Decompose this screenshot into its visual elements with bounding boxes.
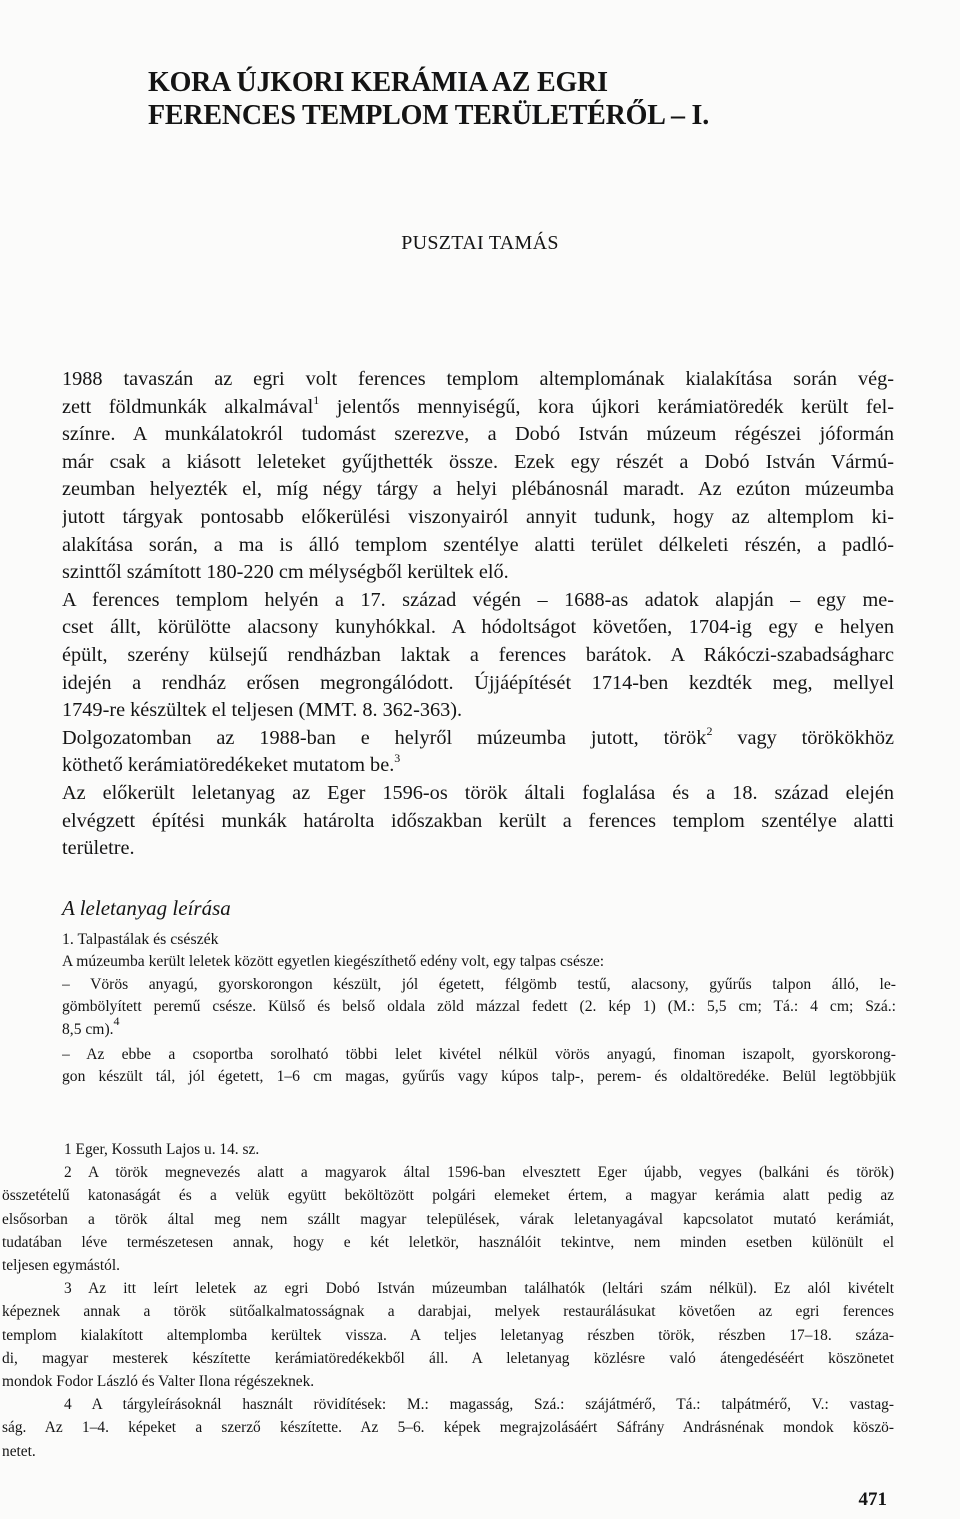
paragraph-2 (62, 587, 894, 725)
text-line: már csak a kiásott leleteket gyűjthették össze. Ezek egy részét a Dobó István Vármú- (62, 450, 894, 473)
section-title: A leletanyag leírása (62, 896, 231, 920)
text-line: ság. Az 1–4. képeket a szerző készítette. Az 5–6. képek megrajzolásáért Sáfrány Andrásnénak mondok köszö- (2, 1419, 894, 1437)
text-line: 1 Eger, Kossuth Lajos u. 14. sz. (64, 1141, 260, 1158)
footnote-3 (2, 1277, 894, 1393)
text-line: épült, szerény külsejű rendházban laktak a ferences barátok. A Rákóczi-szabadságharc (62, 643, 894, 666)
text-line: képeznek annak a török sütőalkalmatosságnak a darabjai, melyek restaurálásukat követően az egri ferences (2, 1303, 894, 1321)
paragraph-4 (62, 780, 894, 863)
footnote-4 (2, 1393, 894, 1463)
text-line: jutott tárgyak pontosabb előkerülési viszonyairól annyit tudunk, hogy az altemplom ki- (62, 505, 894, 528)
footnote-1 (2, 1138, 894, 1161)
paragraph-3 (62, 725, 894, 780)
footnote-2 (2, 1161, 894, 1277)
subsection-heading: 1. Talpastálak és csészék (62, 931, 219, 948)
text-line: szinttől számított 180-220 cm mélységből kerültek elő. (62, 561, 509, 584)
text-line: alakítása során, a ma is álló templom szentélye alatti terület délkeleti részén, a padló- (62, 533, 894, 556)
text-line: 4 A tárgyleírásoknál használt rövidítések: M.: magasság, Szá.: szájátmérő, Tá.: talpátmérő, V.: vastag- (64, 1396, 894, 1414)
text-line: Az előkerült leletanyag az Eger 1596-os török általi foglalása és a 18. század elején (62, 781, 894, 804)
subsection (62, 929, 896, 1089)
text-line: mondok Fodor László és Valter Ilona régészeknek. (2, 1373, 315, 1391)
footnotes (2, 1138, 894, 1463)
text-fragment: köthető kerámiatöredékeket mutatom be. (62, 754, 395, 777)
text-line: teljesen egymástól. (2, 1257, 120, 1275)
article-title (148, 66, 868, 132)
text-line: templom kialakított altemplomba kerültek vissza. A teljes leletanyag részben török, részben 17–18. száza- (2, 1326, 894, 1344)
text-line: zeumban helyezték el, míg négy tárgy a helyi plébánosnál maradt. Az ezúton múzeumba (62, 478, 894, 501)
text-line: elvégzett építési munkák határolta időszakban került a ferences templom szentélye alatti (62, 809, 894, 832)
text-line: idején a rendház erősen megrongálódott. Újjáépítését 1714-ben kezdték meg, mellyel (62, 671, 894, 694)
footnote-ref-2[interactable]: 2 (706, 724, 713, 738)
text-line: – Vörös anyagú, gyorskorongon készült, jól égetett, félgömb testű, alacsony, gyűrűs talpon álló, le- (62, 975, 896, 993)
text-line: di, magyar mesterek készítette kerámiatöredékekből áll. A leletanyag közlésre való átengedéséért köszönetet (2, 1349, 894, 1367)
text-line: netet. (2, 1442, 36, 1460)
text-line: 2 A török megnevezés alatt a magyarok által 1596-ban elvesztett Eger újabb, vegyes (balkáni és török) (64, 1164, 894, 1182)
title-line-1: KORA ÚJKORI KERÁMIA AZ EGRI (148, 67, 608, 98)
paragraph-1 (62, 366, 894, 587)
text-line: 3 Az itt leírt leletek az egri Dobó István múzeumban találhatók (leltári szám nélkül). Ez alól kivételt (64, 1280, 894, 1298)
text-line (62, 725, 894, 753)
footnote-ref-4[interactable]: 4 (113, 1013, 120, 1028)
text-line: A múzeumba került leletek között egyetlen kiegészíthető edény volt, egy talpas csésze: (62, 953, 605, 971)
footnote-ref-1[interactable]: 1 (313, 393, 320, 407)
main-text (62, 366, 894, 863)
text-line (62, 752, 894, 780)
text-line: 1749-re készültek el teljesen (MMT. 8. 362-363). (62, 699, 463, 722)
text-line: színre. A munkálatokról tudomást szerezve, a Dobó István múzeum régészei jóformán (62, 423, 894, 446)
text-line: cset állt, körülötte alacsony kunyhókkal. A hódoltságot követően, 1704-ig egy e helyen (62, 616, 894, 639)
text-fragment: vagy törökökhöz (712, 726, 894, 749)
text-line: gömbölyített peremű csésze. Külső és belső oldala zöld mázzal fedett (2. kép 1) (M.: 5,5 cm; Tá.: 4 cm; Szá.: (62, 998, 896, 1016)
footnote-ref-3[interactable]: 3 (394, 751, 401, 766)
author-name: PUSZTAI TAMÁS (401, 232, 559, 254)
text-line (62, 394, 894, 422)
text-fragment: zett földmunkák alkalmával (62, 395, 314, 418)
text-line: gon készült tál, jól égetett, 1–6 cm magas, gyűrűs vagy kúpos talp-, perem- és oldaltöredéke. Belül legtöbbjük (62, 1068, 896, 1086)
text-line (62, 1013, 896, 1041)
text-fragment: 8,5 cm). (62, 1020, 114, 1038)
text-line: 1988 tavaszán az egri volt ferences templom altemplomának kialakítása során vég- (62, 368, 894, 390)
text-line: A ferences templom helyén a 17. század végén – 1688-as adatok alapján – egy me- (62, 588, 894, 611)
text-line: területre. (62, 837, 135, 860)
text-fragment: jelentős mennyiségű, kora újkori kerámiatöredék került fel- (336, 395, 894, 418)
text-line: összetételű katonaságát és a velük együtt beköltözött polgári elemeket értem, a magyar kerámia alatt pedig az (2, 1187, 894, 1205)
page-number: 471 (858, 1489, 887, 1510)
text-line: elsősorban a török által meg nem szállt magyar települések, várak leletanyagával kapcsolatot mutató kerámiát, (2, 1210, 894, 1228)
title-line-2: FERENCES TEMPLOM TERÜLETÉRŐL – I. (148, 100, 710, 131)
text-line: tudatában léve természetesen annak, hogy e két leletkör, használóit tekintve, nem minden esetben különült el (2, 1233, 894, 1251)
text-line: – Az ebbe a csoportba sorolható többi lelet kivétel nélkül vörös anyagú, finoman iszapolt, gyorskorong- (62, 1046, 896, 1064)
text-fragment: Dolgozatomban az 1988-ban e helyről múzeumba jutott, török (62, 726, 707, 749)
